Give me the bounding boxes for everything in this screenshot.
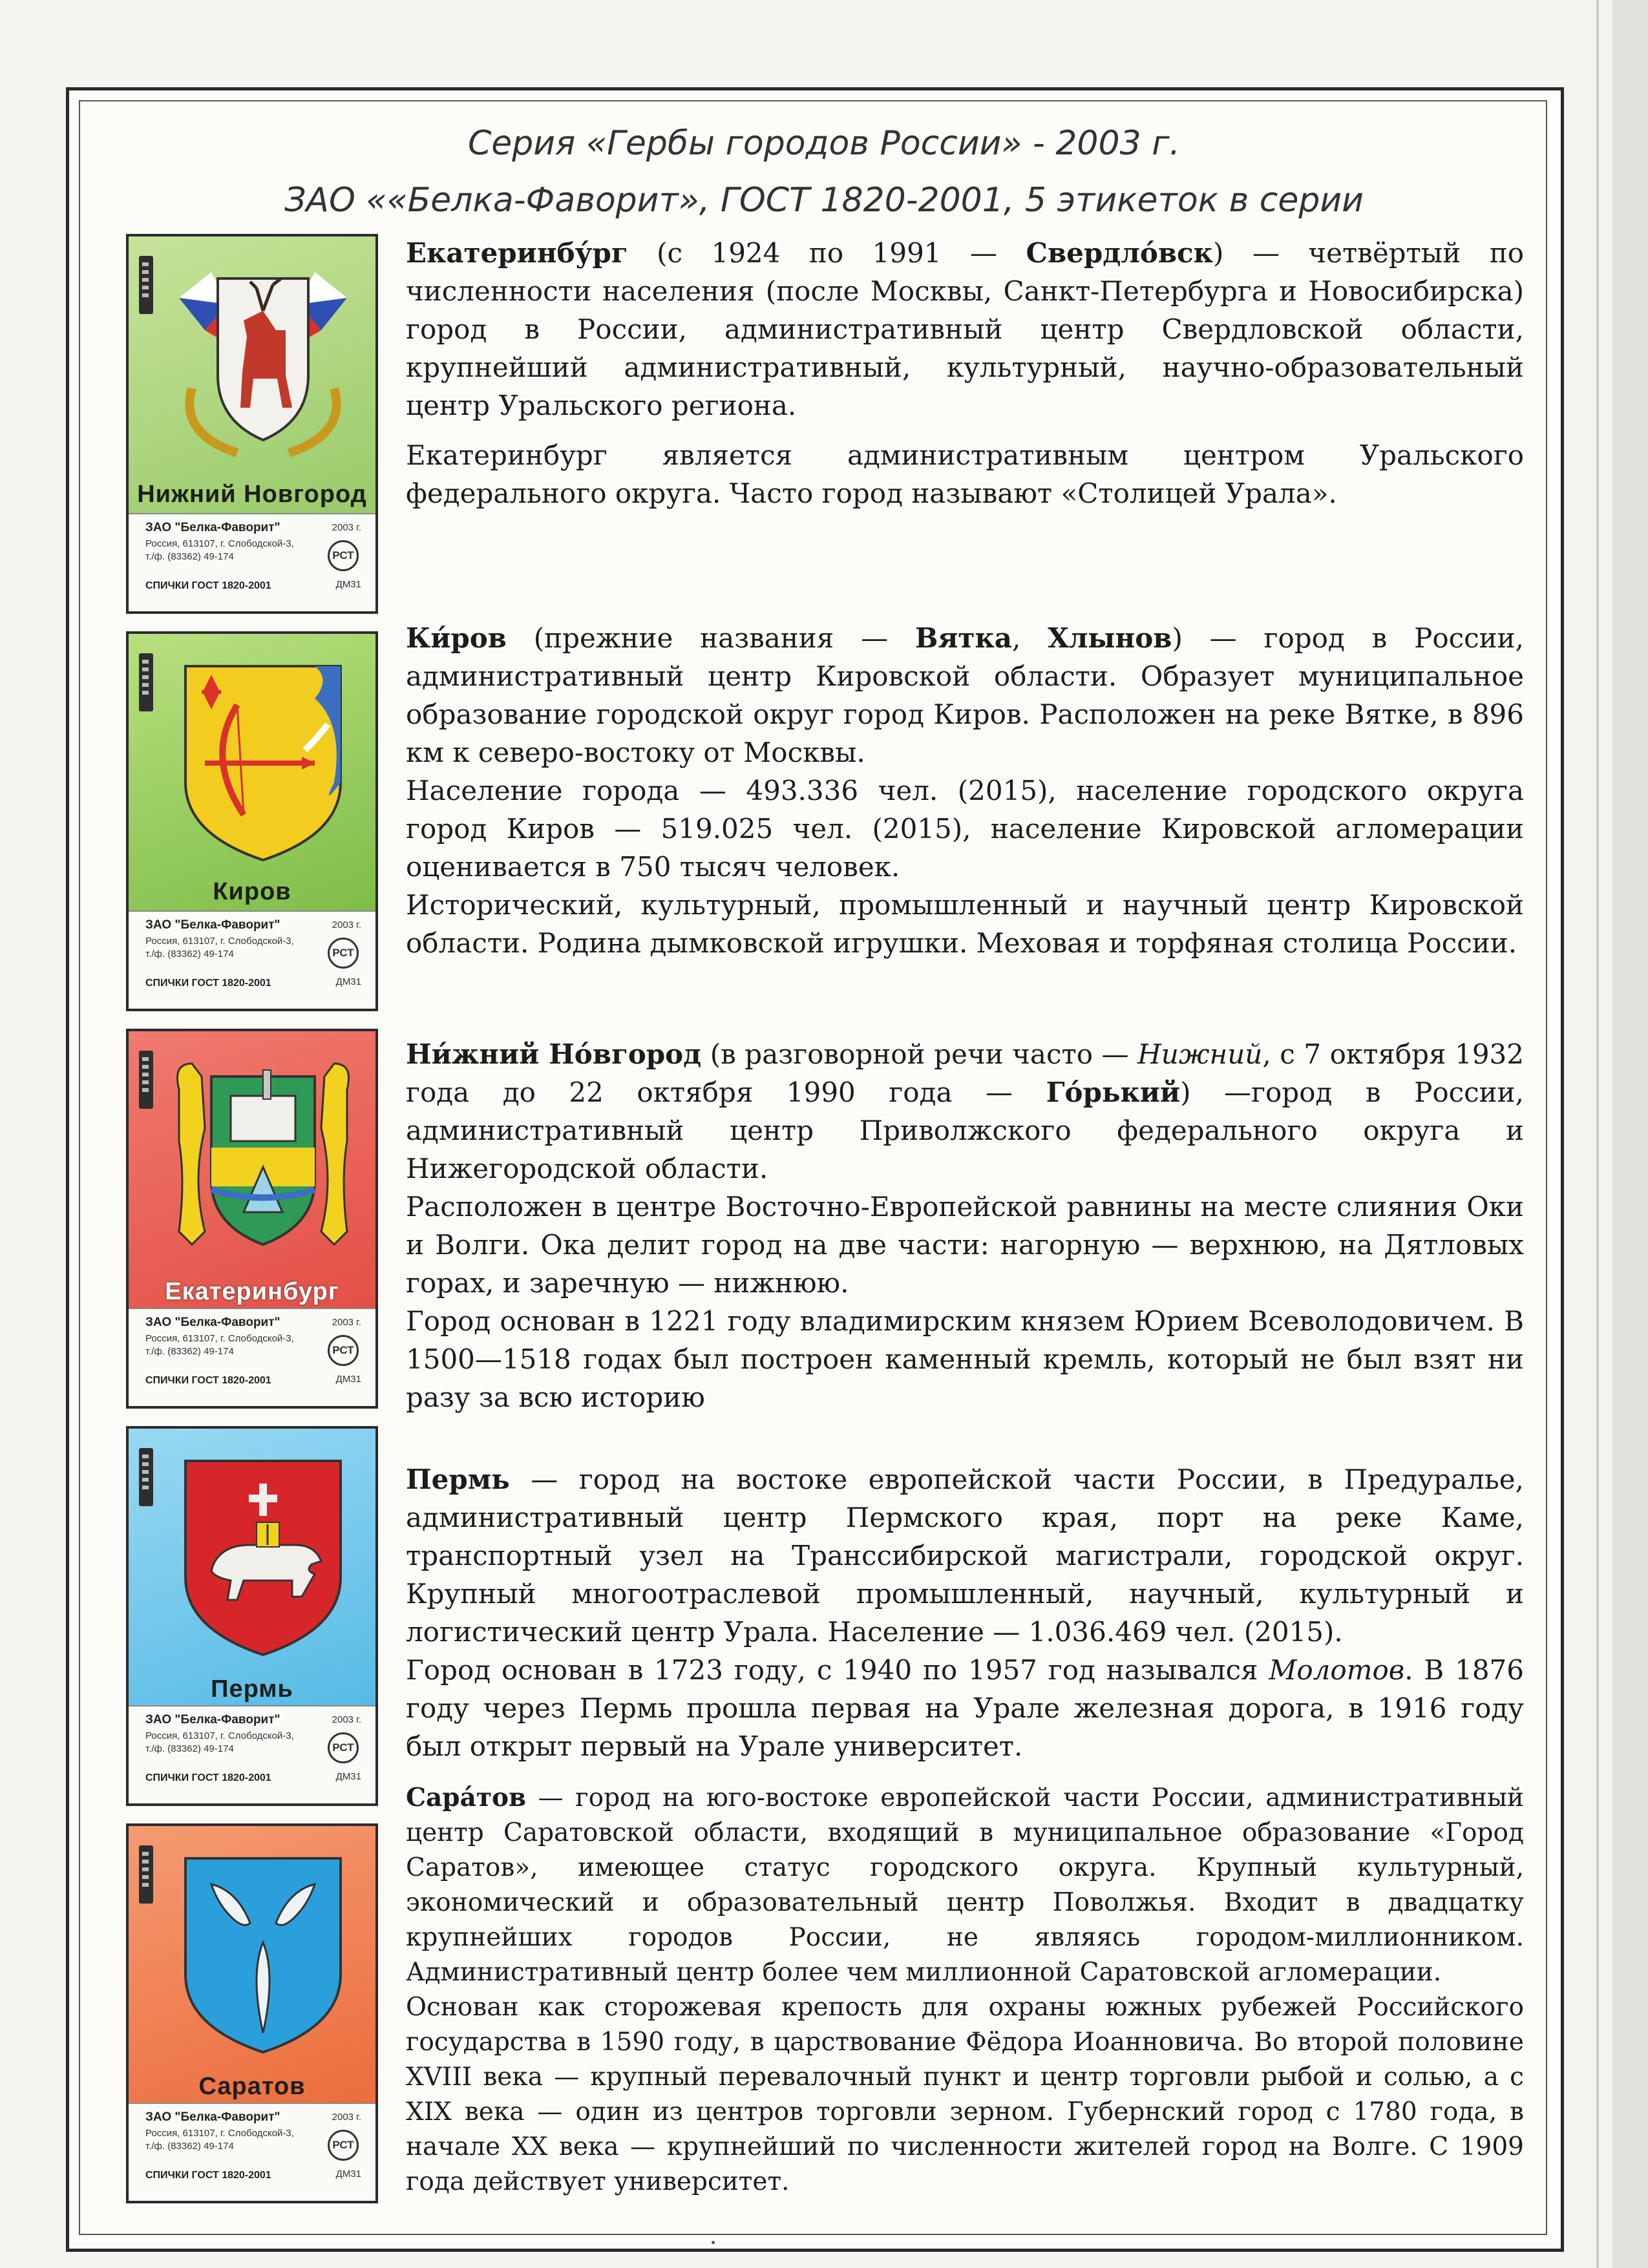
matchbox-label-ekaterinburg: [126, 1029, 378, 1409]
series-title: Серия «Гербы городов России» - 2003 г.: [467, 124, 1181, 163]
ekaterinburg-coat-of-arms-icon: [166, 1051, 360, 1264]
scan-edge-line: [1596, 0, 1599, 2268]
label-address: [145, 935, 307, 961]
label-gost: СПИЧКИ ГОСТ 1820-2001: [145, 1375, 271, 1386]
label-code: ДМ31: [335, 2168, 361, 2179]
colloquial-name: Нижний: [1137, 1038, 1263, 1070]
text-span: , с 7 октября 1932 года до 22 октября 1990 года —: [406, 1038, 1525, 1108]
label-address: [145, 538, 307, 563]
label-address: [145, 2127, 307, 2153]
paragraph: [406, 619, 1524, 772]
text-span: ) — город в России, административный центр Кировской области. Образует муниципальное образование городской округ город Киров. Расположен на реке Вятке, в 896 км к северо-востоку от Москвы.: [406, 622, 1524, 768]
nizhny-coat-of-arms-icon: [166, 259, 360, 472]
label-city-name: Саратов: [198, 2073, 306, 2100]
text-span: ) —город в России, административный центр Приволжского федерального округа и Нижегородской области.: [406, 1076, 1524, 1184]
paragraph: [406, 1035, 1524, 1188]
city-name: Сара́тов: [406, 1783, 527, 1812]
label-company: ЗАО "Белка-Фаворит": [145, 918, 280, 932]
label-gost: СПИЧКИ ГОСТ 1820-2001: [145, 978, 271, 989]
label-address-line2: т./ф. (83362) 49-174: [145, 1743, 234, 1754]
label-city-name: Киров: [213, 878, 291, 905]
former-name: Свердло́вск: [1026, 237, 1213, 269]
label-info-block: [129, 1308, 375, 1406]
label-code: ДМ31: [335, 1771, 361, 1782]
label-company: ЗАО "Белка-Фаворит": [145, 2110, 280, 2124]
city-name: Ни́жний Но́вгород: [406, 1038, 702, 1070]
label-address-line1: Россия, 613107, г. Слободской-3,: [145, 1333, 294, 1344]
label-code: ДМ31: [335, 1374, 361, 1385]
brand-logo-icon: [139, 256, 153, 314]
text-span: (прежние названия —: [506, 622, 915, 654]
paragraph: Екатеринбург является административным центром Уральского федерального округа. Часто город называют «Столицей Урала».: [406, 439, 1524, 509]
text-span: (в разговорной речи часто —: [701, 1038, 1138, 1070]
label-address-line1: Россия, 613107, г. Слободской-3,: [145, 538, 294, 549]
label-year: 2003 г.: [332, 2112, 361, 2123]
text-saratov: [406, 1780, 1524, 2200]
brand-logo-icon: [139, 1448, 153, 1506]
certification-mark-icon: РСТ: [328, 1732, 359, 1763]
label-info-block: [129, 513, 375, 611]
text-span: ) — четвёртый по численности населения (после Москвы, Санкт-Петербурга и Новосибирска) город в России, административный центр Свердловской области, крупнейший административный, культурный, научно-образовательный центр Уральского региона.: [406, 237, 1524, 421]
text-ekaterinburg: [406, 234, 1524, 512]
label-gost: СПИЧКИ ГОСТ 1820-2001: [145, 2170, 271, 2181]
label-gost: СПИЧКИ ГОСТ 1820-2001: [145, 580, 271, 591]
former-name: Вятка: [914, 622, 1013, 654]
paragraph: [406, 1780, 1524, 1990]
label-gost: СПИЧКИ ГОСТ 1820-2001: [145, 1772, 271, 1783]
paragraph: Расположен в центре Восточно-Европейской равнины на месте слияния Оки и Волги. Ока делит город на две части: нагорную — верхнюю, на Дятловых горах, и заречную — нижнюю.: [406, 1191, 1524, 1299]
label-address-line1: Россия, 613107, г. Слободской-3,: [145, 1730, 294, 1741]
brand-logo-icon: [139, 1845, 153, 1904]
scan-speck: [712, 2241, 715, 2244]
label-company: ЗАО "Белка-Фаворит": [145, 521, 280, 534]
certification-mark-icon: РСТ: [328, 2130, 359, 2161]
label-code: ДМ31: [335, 976, 361, 987]
label-address-line1: Россия, 613107, г. Слободской-3,: [145, 2128, 294, 2139]
text-span: (с 1924 по 1991 —: [628, 237, 1026, 269]
matchbox-label-nizhny: [126, 234, 378, 614]
label-address-line2: т./ф. (83362) 49-174: [145, 2141, 234, 2152]
text-span: . В 1876 году через Пермь прошла первая на Урале железная дорога, в 1916 году был открыт первый на Урале университет.: [406, 1654, 1524, 1762]
text-perm: [406, 1460, 1524, 1765]
city-name: Пермь: [406, 1464, 510, 1495]
label-address: [145, 1730, 307, 1756]
label-address-line2: т./ф. (83362) 49-174: [145, 949, 234, 960]
matchbox-label-kirov: [126, 631, 378, 1011]
label-address-line2: т./ф. (83362) 49-174: [145, 1346, 234, 1357]
matchbox-label-perm: [126, 1426, 378, 1806]
text-kirov: [406, 619, 1524, 962]
label-info-block: [129, 1705, 375, 1803]
label-year: 2003 г.: [332, 1317, 361, 1328]
label-city-name: Пермь: [211, 1675, 293, 1703]
label-city-name: Нижний Новгород: [137, 481, 367, 508]
label-code: ДМ31: [335, 579, 361, 590]
label-address: [145, 1332, 307, 1358]
city-name: Ки́ров: [406, 622, 507, 654]
text-nizhny-novgorod: [406, 1035, 1524, 1416]
saratov-coat-of-arms-icon: [166, 1845, 360, 2059]
city-name: Екатеринбу́рг: [406, 237, 628, 269]
text-span: — город на юго-востоке европейской части России, административный центр Саратовской области, входящий в муниципальное образование «Город Саратов», имеющее статус городского округа. Крупный культурный, экономический и образовательный центр Поволжья. Входит в двадцатку крупнейших городов России, не являясь городом-миллионником. Административный центр более чем миллионной Саратовской агломерации.: [406, 1783, 1524, 1987]
certification-mark-icon: РСТ: [328, 1335, 359, 1366]
label-address-line1: Россия, 613107, г. Слободской-3,: [145, 936, 294, 947]
label-year: 2003 г.: [332, 919, 361, 930]
paragraph: Население города — 493.336 чел. (2015), население городского округа город Киров — 519.025 чел. (2015), население Кировской агломерации оценивается в 750 тысяч человек.: [406, 775, 1524, 883]
certification-mark-icon: РСТ: [328, 938, 359, 969]
paragraph: Исторический, культурный, промышленный и научный центр Кировской области. Родина дымковской игрушки. Меховая и торфяная столица России.: [406, 889, 1524, 959]
label-company: ЗАО "Белка-Фаворит": [145, 1713, 280, 1727]
former-name: Го́рький: [1046, 1076, 1181, 1108]
former-name: Хлынов: [1048, 622, 1172, 654]
text-span: — город на востоке европейской части России, в Предуралье, административный центр Пермского края, порт на реке Каме, транспортный узел на Транссибирской магистрали, городской округ. Крупный многоотраслевой промышленный, научный, культурный и логистический центр Урала. Население — 1.036.469 чел. (2015).: [406, 1464, 1524, 1648]
kirov-coat-of-arms-icon: [166, 653, 360, 866]
brand-logo-icon: [139, 1051, 153, 1109]
brand-logo-icon: [139, 653, 153, 711]
scan-edge: [1612, 0, 1648, 2268]
label-address-line2: т./ф. (83362) 49-174: [145, 551, 234, 562]
text-span: Город основан в 1723 году, с 1940 по 1957 год назывался: [406, 1654, 1269, 1686]
text-span: ,: [1012, 622, 1048, 654]
paragraph: [406, 1460, 1524, 1651]
paragraph: [406, 234, 1524, 425]
label-year: 2003 г.: [332, 522, 361, 533]
label-info-block: [129, 910, 375, 1009]
series-subtitle: ЗАО ««Белка-Фаворит», ГОСТ 1820-2001, 5 этикеток в серии: [284, 181, 1364, 220]
paragraph: [406, 1651, 1524, 1765]
paragraph: Основан как сторожевая крепость для охраны южных рубежей Российского государства в 1590 году, в царствование Фёдора Иоанновича. Во второй половине XVIII века — крупный перевалочный пункт и центр торговли рыбой и солью, а с XIX века — один из центров торговли зерном. Губернский город с 1780 года, в начале XX века — крупнейший по численности жителей город на Волге. С 1909 года действует университет.: [406, 1993, 1524, 2196]
former-name: Молотов: [1269, 1654, 1405, 1686]
label-company: ЗАО "Белка-Фаворит": [145, 1316, 280, 1329]
label-info-block: [129, 2103, 375, 2201]
paragraph: Город основан в 1221 году владимирским князем Юрием Всеволодовичем. В 1500—1518 годах был построен каменный кремль, который не был взят ни разу за всю историю: [406, 1305, 1524, 1413]
label-year: 2003 г.: [332, 1714, 361, 1725]
perm-coat-of-arms-icon: [166, 1448, 360, 1661]
matchbox-label-saratov: [126, 1823, 378, 2203]
certification-mark-icon: РСТ: [328, 540, 359, 571]
label-city-name: Екатеринбург: [165, 1278, 339, 1305]
